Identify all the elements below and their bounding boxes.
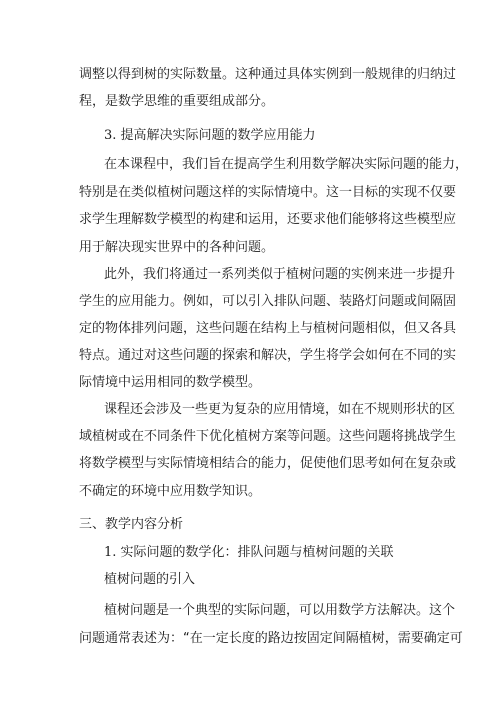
paragraph-line: 域植树或在不同条件下优化植树方案等问题。这些问题将挑战学生 <box>79 429 457 444</box>
paragraph-line: 特点。通过对这些问题的探索和解决，学生将学会如何在不同的实 <box>79 348 457 363</box>
paragraph-line: 此外，我们将通过一系列类似于植树问题的实例来进一步提升 <box>104 267 456 282</box>
subsection-heading: 植树问题的引入 <box>104 572 196 587</box>
paragraph-line: 在本课程中，我们旨在提高学生利用数学解决实际问题的能力， <box>104 157 469 172</box>
paragraph-line: 特别是在类似植树问题这样的实际情境中。这一目标的实现不仅要 <box>79 185 457 200</box>
section-heading: 3. 提高解决实际问题的数学应用能力 <box>104 128 316 143</box>
paragraph-line: 学生的应用能力。例如，可以引入排队问题、装路灯问题或间隔固 <box>79 294 457 309</box>
paragraph-line: 植树问题是一个典型的实际问题，可以用数学方法解决。这个 <box>104 603 456 618</box>
paragraph-line: 将数学模型与实际情境相结合的能力，促使他们思考如何在复杂或 <box>79 456 457 471</box>
paragraph-line: 际情境中运用相同的数学模型。 <box>79 375 262 390</box>
subsection-heading: 1. 实际问题的数学化：排队问题与植树问题的关联 <box>104 545 394 560</box>
paragraph-line: 定的物体排列问题，这些问题在结构上与植树问题相似，但又各具 <box>79 321 457 336</box>
section-heading: 三、教学内容分析 <box>79 517 184 532</box>
paragraph-line: 程，是数学思维的重要组成部分。 <box>79 94 275 109</box>
paragraph-line: 问题通常表述为：“在一定长度的路边按固定间隔植树，需要确定可 <box>79 631 463 646</box>
paragraph-line: 用于解决现实世界中的各种问题。 <box>79 240 275 255</box>
paragraph-line: 不确定的环境中应用数学知识。 <box>79 484 262 499</box>
paragraph-line: 求学生理解数学模型的构建和运用，还要求他们能够将这些模型应 <box>79 212 457 227</box>
paragraph-line: 调整以得到树的实际数量。这种通过具体实例到一般规律的归纳过 <box>79 67 457 82</box>
paragraph-line: 课程还会涉及一些更为复杂的应用情境，如在不规则形状的区 <box>104 402 456 417</box>
